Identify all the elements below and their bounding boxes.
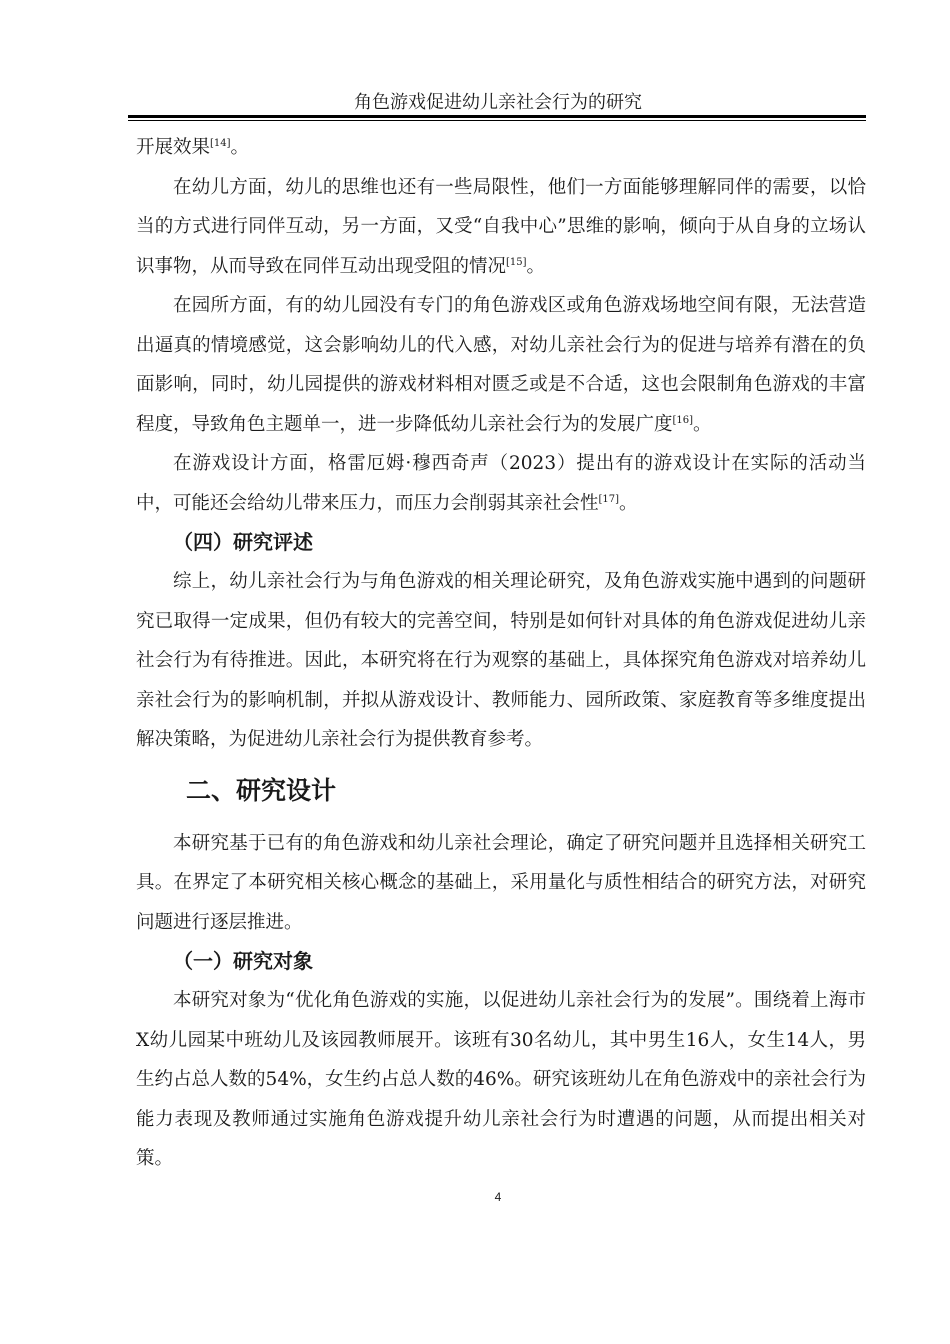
paragraph-text: 在游戏设计方面，格雷厄姆·穆西奇声（2023）提出有的游戏设计在实际的活动当中，可能还会给幼儿带来压力，而压力会削弱其亲社会性 <box>136 453 866 514</box>
running-header-title: 角色游戏促进幼儿亲社会行为的研究 <box>354 92 642 113</box>
paragraph-text: 在幼儿方面，幼儿的思维也还有一些局限性，他们一方面能够理解同伴的需要，以恰当的方式进行同伴互动，另一方面，又受“自我中心”思维的影响，倾向于从自身的立场认识事物，从而导致在同伴互动出现受阻的情况 <box>136 176 866 277</box>
paragraph-design-intro: 本研究基于已有的角色游戏和幼儿亲社会理论，确定了研究问题并且选择相关研究工具。在界定了本研究相关核心概念的基础上，采用量化与质性相结合的研究方法，对研究问题进行逐层推进。 <box>136 832 866 933</box>
paragraph-game-design-aspect <box>136 444 866 523</box>
paragraph-subjects: 本研究对象为“优化角色游戏的实施，以促进幼儿亲社会行为的发展”。围绕着上海市X幼儿园某中班幼儿及该园教师展开。该班有30名幼儿，其中男生16人，女生14人，男生约占总人数的54%，女生约占总人数的46%。研究该班幼儿在角色游戏中的亲社会行为能力表现及教师通过实施角色游戏提升幼儿亲社会行为时遭遇的问题，从而提出相关对策。 <box>136 990 866 1169</box>
paragraph-end: 。 <box>619 492 638 514</box>
header-rule-thick <box>128 115 866 118</box>
paragraph-end: 。 <box>230 137 250 158</box>
paragraph-continuation <box>136 128 866 168</box>
page-body <box>136 128 866 1179</box>
paragraph-text: 开展效果 <box>136 137 211 158</box>
paragraph-end: 。 <box>526 255 546 277</box>
citation-ref: [16] <box>672 414 694 426</box>
paragraph-kindergarten-aspect <box>136 286 866 444</box>
section-heading-review: （四）研究评述 <box>173 530 313 554</box>
section-heading-subjects: （一）研究对象 <box>173 949 313 973</box>
chapter-heading-design: 二、研究设计 <box>186 775 337 805</box>
paragraph-end: 。 <box>693 413 712 435</box>
header-rule-thin <box>128 120 866 121</box>
paragraph-review: 综上，幼儿亲社会行为与角色游戏的相关理论研究，及角色游戏实施中遇到的问题研究已取得一定成果，但仍有较大的完善空间，特别是如何针对具体的角色游戏促进幼儿亲社会行为有待推进。因此，本研究将在行为观察的基础上，具体探究角色游戏对培养幼儿亲社会行为的影响机制，并拟从游戏设计、教师能力、园所政策、家庭教育等多维度提出解决策略，为促进幼儿亲社会行为提供教育参考。 <box>136 571 866 750</box>
paragraph-children-aspect <box>136 168 866 287</box>
page-number: 4 <box>494 1190 502 1204</box>
citation-ref: [17] <box>598 493 620 505</box>
citation-ref: [14] <box>210 138 231 149</box>
citation-ref: [15] <box>506 256 527 268</box>
paragraph-text: 在园所方面，有的幼儿园没有专门的角色游戏区或角色游戏场地空间有限，无法营造出逼真的情境感觉，这会影响幼儿的代入感，对幼儿亲社会行为的促进与培养有潜在的负面影响，同时，幼儿园提供的游戏材料相对匮乏或是不合适，这也会限制角色游戏的丰富程度，导致角色主题单一，进一步降低幼儿亲社会行为的发展广度 <box>136 295 866 435</box>
